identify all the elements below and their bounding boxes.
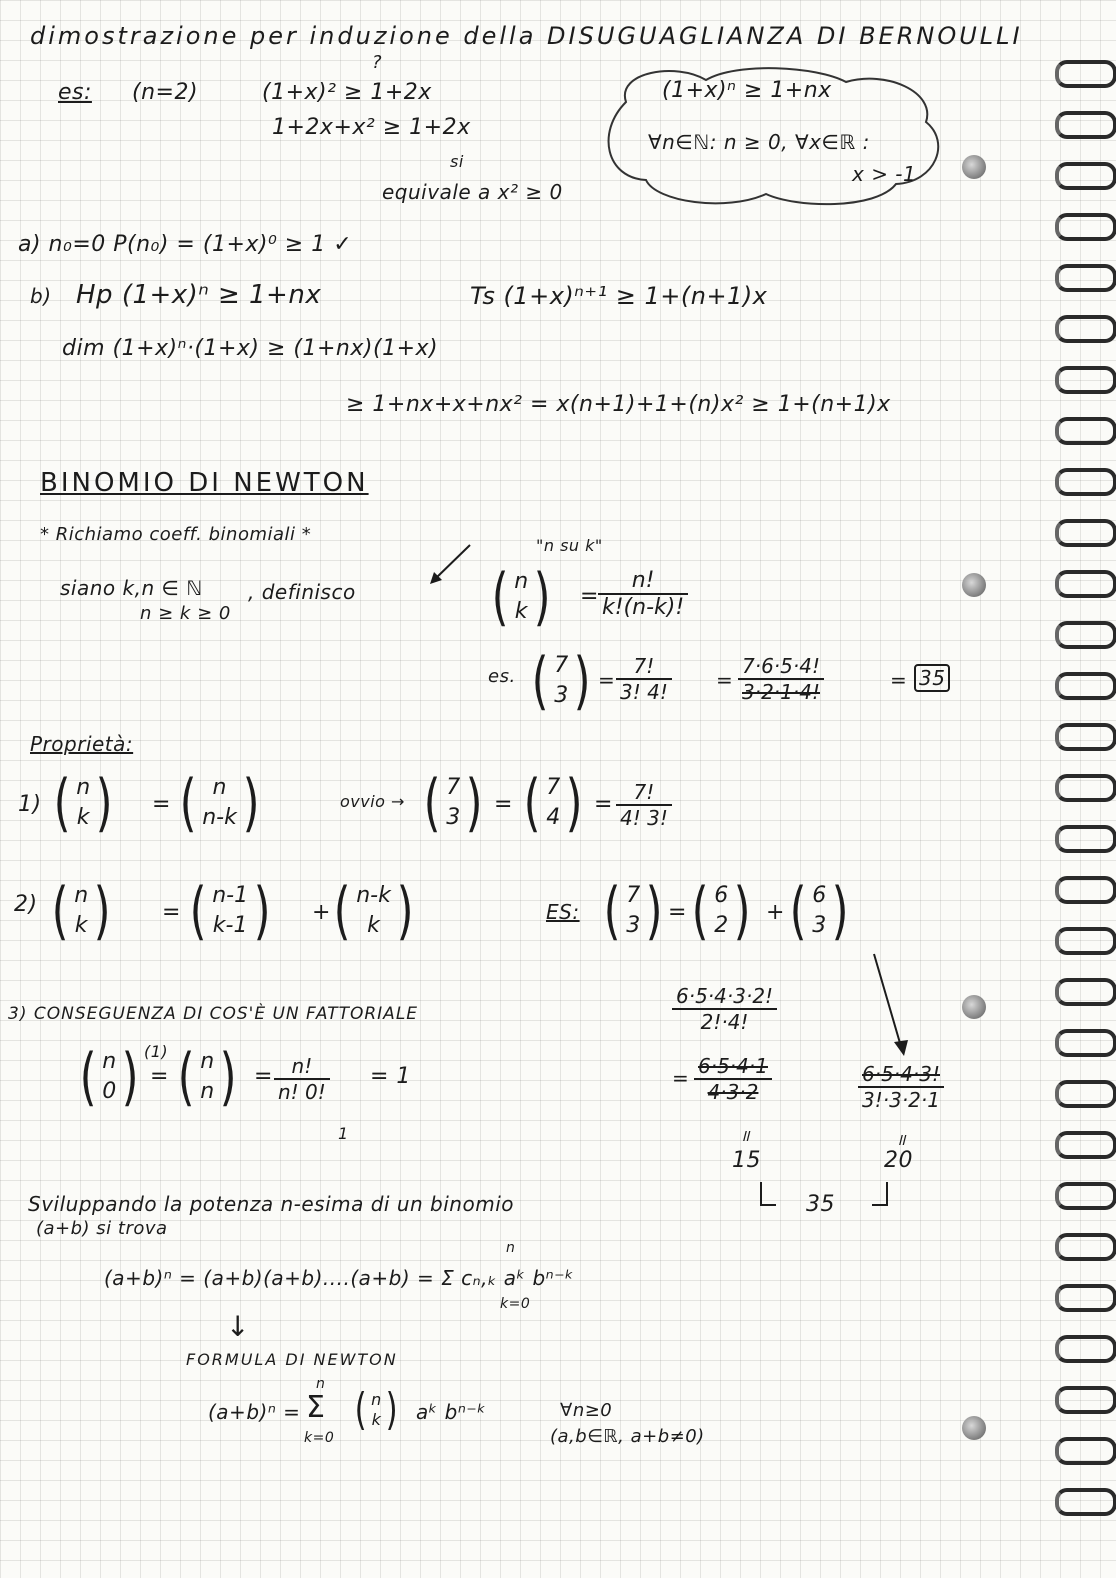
spiral-ring (1055, 1233, 1116, 1261)
example-label-es: es. (488, 666, 516, 687)
spiral-ring (1055, 468, 1116, 496)
hypothesis: Hp (1+x)ⁿ ≥ 1+nx (76, 280, 322, 310)
question-mark: ? (372, 52, 383, 73)
zero-factorial-note: 1 (338, 1124, 349, 1143)
siano-condition: n ≥ k ≥ 0 (140, 603, 231, 624)
equals-sign: = (598, 668, 616, 692)
binom-bottom: k (76, 805, 90, 830)
sum-upper-limit: n (506, 1240, 516, 1256)
spiral-ring (1055, 519, 1116, 547)
fraction-numerator: 6·5·4·3! (858, 1062, 944, 1088)
cloud-bernoulli-inequality: (1+x)ⁿ ≥ 1+nx (662, 78, 832, 103)
expansion-line-2: (a+b) si trova (36, 1218, 168, 1239)
definisco-label: , definisco (248, 580, 356, 604)
newton-condition-2: (a,b∈ℝ, a+b≠0) (550, 1426, 705, 1447)
yes-note: si (450, 152, 464, 171)
binom-top: n-1 (212, 883, 249, 908)
spiral-ring (1055, 213, 1116, 241)
binom-top: n (212, 775, 227, 800)
property-1-lhs: ( n k ) (53, 766, 113, 839)
spiral-ring (1055, 927, 1116, 955)
equals-sign-vertical: ॥ (740, 1126, 751, 1145)
binom-bottom: 3 (446, 805, 461, 830)
newton-rhs: aᵏ bⁿ⁻ᵏ (416, 1400, 487, 1424)
equals-sign: = (162, 900, 181, 925)
binom-top: n (371, 1390, 382, 1409)
fraction-denominator: 4! 3! (620, 806, 668, 830)
fraction-denominator: 4·3·2 (707, 1080, 759, 1104)
spiral-ring (1055, 774, 1116, 802)
property-3-fraction (274, 1054, 330, 1104)
property-3-ref: (1) (144, 1042, 169, 1061)
cloud-condition: x > -1 (852, 162, 917, 186)
property-2-es-label: ES: (546, 900, 580, 924)
binom-bottom: 3 (554, 683, 569, 708)
spiral-ring (1055, 723, 1116, 751)
spiral-ring (1055, 1335, 1116, 1363)
spiral-ring (1055, 672, 1116, 700)
newton-sum-upper: n (316, 1376, 326, 1392)
newton-lhs: (a+b)ⁿ = (208, 1400, 301, 1424)
fraction-denominator: 3! 4! (620, 680, 668, 704)
newton-sum-symbol: Σ (306, 1390, 326, 1425)
equals-sign: = (150, 1064, 169, 1089)
example-label: es: (58, 80, 92, 105)
newton-heading: BINOMIO DI NEWTON (40, 468, 369, 498)
spiral-ring (1055, 621, 1116, 649)
binom-top: 7 (626, 883, 641, 908)
property-1-example-b: ( 7 4 ) (523, 766, 583, 839)
punch-hole (962, 1416, 986, 1440)
spiral-ring (1055, 264, 1116, 292)
binom-bottom: 3 (812, 913, 827, 938)
example-binomial: ( 7 3 ) (531, 644, 591, 717)
equals-sign: = (716, 668, 734, 692)
punch-hole (962, 995, 986, 1019)
fraction-denominator: 3·2·1·4! (742, 680, 820, 704)
calc-arrow (860, 950, 920, 1060)
calc-a-step-1 (672, 984, 777, 1034)
fraction-numerator: 7! (616, 780, 672, 806)
binom-bottom: n (200, 1079, 215, 1104)
cloud-quantifier: ∀n∈ℕ: n ≥ 0, ∀x∈ℝ : (648, 130, 870, 154)
calc-b-fraction (858, 1062, 944, 1112)
spiral-ring (1055, 876, 1116, 904)
equals-sign: = (890, 668, 908, 692)
calc-total: 35 (806, 1192, 835, 1217)
n-su-k-note: "n su k" (536, 536, 603, 555)
spiral-ring (1055, 111, 1116, 139)
equals-sign: = (668, 900, 687, 925)
property-1-label: 1) (18, 792, 42, 817)
fraction-numerator: 7! (616, 654, 672, 680)
spiral-ring (1055, 1131, 1116, 1159)
property-1-fraction (616, 780, 672, 830)
fraction-numerator: 7·6·5·4! (738, 654, 824, 680)
binom-bottom: 4 (546, 805, 561, 830)
calc-a-equals: = (672, 1066, 690, 1090)
newton-formula-name: FORMULA DI NEWTON (186, 1350, 398, 1369)
siano-label: siano k,n ∈ ℕ (60, 576, 203, 600)
binom-top: 7 (554, 653, 569, 678)
spiral-ring (1055, 1182, 1116, 1210)
recall-arrow (420, 540, 480, 590)
spiral-ring (1055, 315, 1116, 343)
binom-top: 6 (812, 883, 827, 908)
down-arrow: ↓ (226, 1310, 250, 1343)
property-3-binom-b: ( n n ) (177, 1040, 237, 1113)
spiral-ring (1055, 1029, 1116, 1057)
equals-sign: = (494, 792, 513, 817)
expansion-formula: (a+b)ⁿ = (a+b)(a+b)....(a+b) = Σ cₙ,ₖ aᵏ bⁿ⁻ᵏ (104, 1266, 575, 1290)
base-case: a) n₀=0 P(n₀) = (1+x)⁰ ≥ 1 ✓ (18, 232, 353, 257)
example-n: (n=2) (132, 80, 199, 105)
fraction-numerator: 6·5·4·1 (694, 1054, 772, 1080)
sum-bracket-right (872, 1182, 888, 1206)
property-2-example-lhs: ( 7 3 ) (603, 874, 663, 947)
example-result: 35 (914, 664, 950, 692)
binom-top: n (76, 775, 91, 800)
spiral-ring (1055, 825, 1116, 853)
expansion-line-1: Sviluppando la potenza n-esima di un binomio (28, 1192, 514, 1216)
plus-sign: + (766, 900, 785, 925)
property-3-result: = 1 (370, 1064, 411, 1089)
example-expand: 1+2x+x² ≥ 1+2x (272, 115, 471, 140)
step-label: b) (30, 284, 52, 308)
binom-bottom: k (367, 913, 380, 938)
spiral-ring (1055, 1488, 1116, 1516)
binom-top: n (74, 883, 89, 908)
binom-bottom: 0 (102, 1079, 117, 1104)
binom-bottom: 2 (714, 913, 729, 938)
equals-sign: = (594, 792, 613, 817)
binom-bottom: n-k (202, 805, 237, 830)
proof-line-2: ≥ 1+nx+x+nx² = x(n+1)+1+(n)x² ≥ 1+(n+1)x (346, 392, 891, 417)
sum-bracket-left (760, 1182, 776, 1206)
binom-bottom: k (74, 913, 88, 938)
punch-hole (962, 155, 986, 179)
example-fraction-expanded (738, 654, 824, 704)
punch-hole (962, 573, 986, 597)
sum-lower-limit: k=0 (500, 1296, 531, 1312)
binom-bottom: k (514, 599, 528, 624)
binom-top: 7 (546, 775, 561, 800)
binomial-definition: ( n k ) (491, 560, 551, 633)
binom-bottom: k (371, 1410, 381, 1429)
spiral-ring (1055, 366, 1116, 394)
example-inequality: (1+x)² ≥ 1+2x (262, 80, 432, 105)
property-1-example-a: ( 7 3 ) (423, 766, 483, 839)
spiral-ring (1055, 1284, 1116, 1312)
spiral-ring (1055, 60, 1116, 88)
page-title: dimostrazione per induzione della DISUGUAGLIANZA DI BERNOULLI (30, 22, 1023, 50)
fraction-denominator: 2!·4! (700, 1010, 749, 1034)
example-fraction (616, 654, 672, 704)
fraction-numerator: 6·5·4·3·2! (672, 984, 777, 1010)
spiral-ring (1055, 162, 1116, 190)
fraction-denominator: n! 0! (278, 1080, 326, 1104)
calc-a-result: 15 (732, 1148, 761, 1173)
binom-top: n (200, 1049, 215, 1074)
property-2-example-a: ( 6 2 ) (691, 874, 751, 947)
property-2-lhs: ( n k ) (51, 874, 111, 947)
binomial-recall: * Richiamo coeff. binomiali * (40, 524, 312, 545)
formula-denominator: k!(n-k)! (602, 595, 685, 620)
binom-top: 6 (714, 883, 729, 908)
equals-sign: = (580, 584, 599, 609)
binom-bottom: 3 (626, 913, 641, 938)
property-2-label: 2) (14, 892, 38, 917)
property-3-binom-a: ( n 0 ) (79, 1040, 139, 1113)
property-3-heading: 3) CONSEGUENZA DI COS'È UN FATTORIALE (8, 1004, 419, 1024)
newton-binomial: ( n k ) (354, 1384, 398, 1435)
spiral-ring (1055, 570, 1116, 598)
newton-sum-lower: k=0 (304, 1430, 335, 1446)
property-2-term-b: ( n-k k ) (333, 874, 414, 947)
binomial-formula (598, 568, 688, 620)
fraction-denominator: 3!·3·2·1 (862, 1088, 940, 1112)
equals-sign: = (152, 792, 171, 817)
binom-top: n-k (356, 883, 391, 908)
plus-sign: + (312, 900, 331, 925)
properties-heading: Proprietà: (30, 732, 134, 756)
formula-numerator: n! (598, 568, 688, 595)
thesis: Ts (1+x)ⁿ⁺¹ ≥ 1+(n+1)x (470, 282, 768, 310)
spiral-ring (1055, 1386, 1116, 1414)
property-2-term-a: ( n-1 k-1 ) (189, 874, 271, 947)
calc-b-result: 20 (884, 1148, 913, 1173)
binom-top: n (514, 569, 529, 594)
binom-top: n (102, 1049, 117, 1074)
proof-line-1: dim (1+x)ⁿ·(1+x) ≥ (1+nx)(1+x) (62, 336, 439, 361)
binom-top: 7 (446, 775, 461, 800)
newton-condition-1: ∀n≥0 (560, 1400, 613, 1421)
binom-bottom: k-1 (212, 913, 248, 938)
calc-a-step-2 (694, 1054, 772, 1104)
property-2-example-b: ( 6 3 ) (789, 874, 849, 947)
equivalence-note: equivale a x² ≥ 0 (382, 180, 563, 204)
spiral-ring (1055, 1437, 1116, 1465)
obvious-note: ovvio → (340, 792, 405, 811)
spiral-ring (1055, 978, 1116, 1006)
equals-sign-vertical: ॥ (896, 1130, 907, 1149)
property-1-rhs: ( n n-k ) (179, 766, 260, 839)
fraction-numerator: n! (274, 1054, 330, 1080)
spiral-ring (1055, 417, 1116, 445)
spiral-ring (1055, 1080, 1116, 1108)
equals-sign: = (254, 1064, 273, 1089)
